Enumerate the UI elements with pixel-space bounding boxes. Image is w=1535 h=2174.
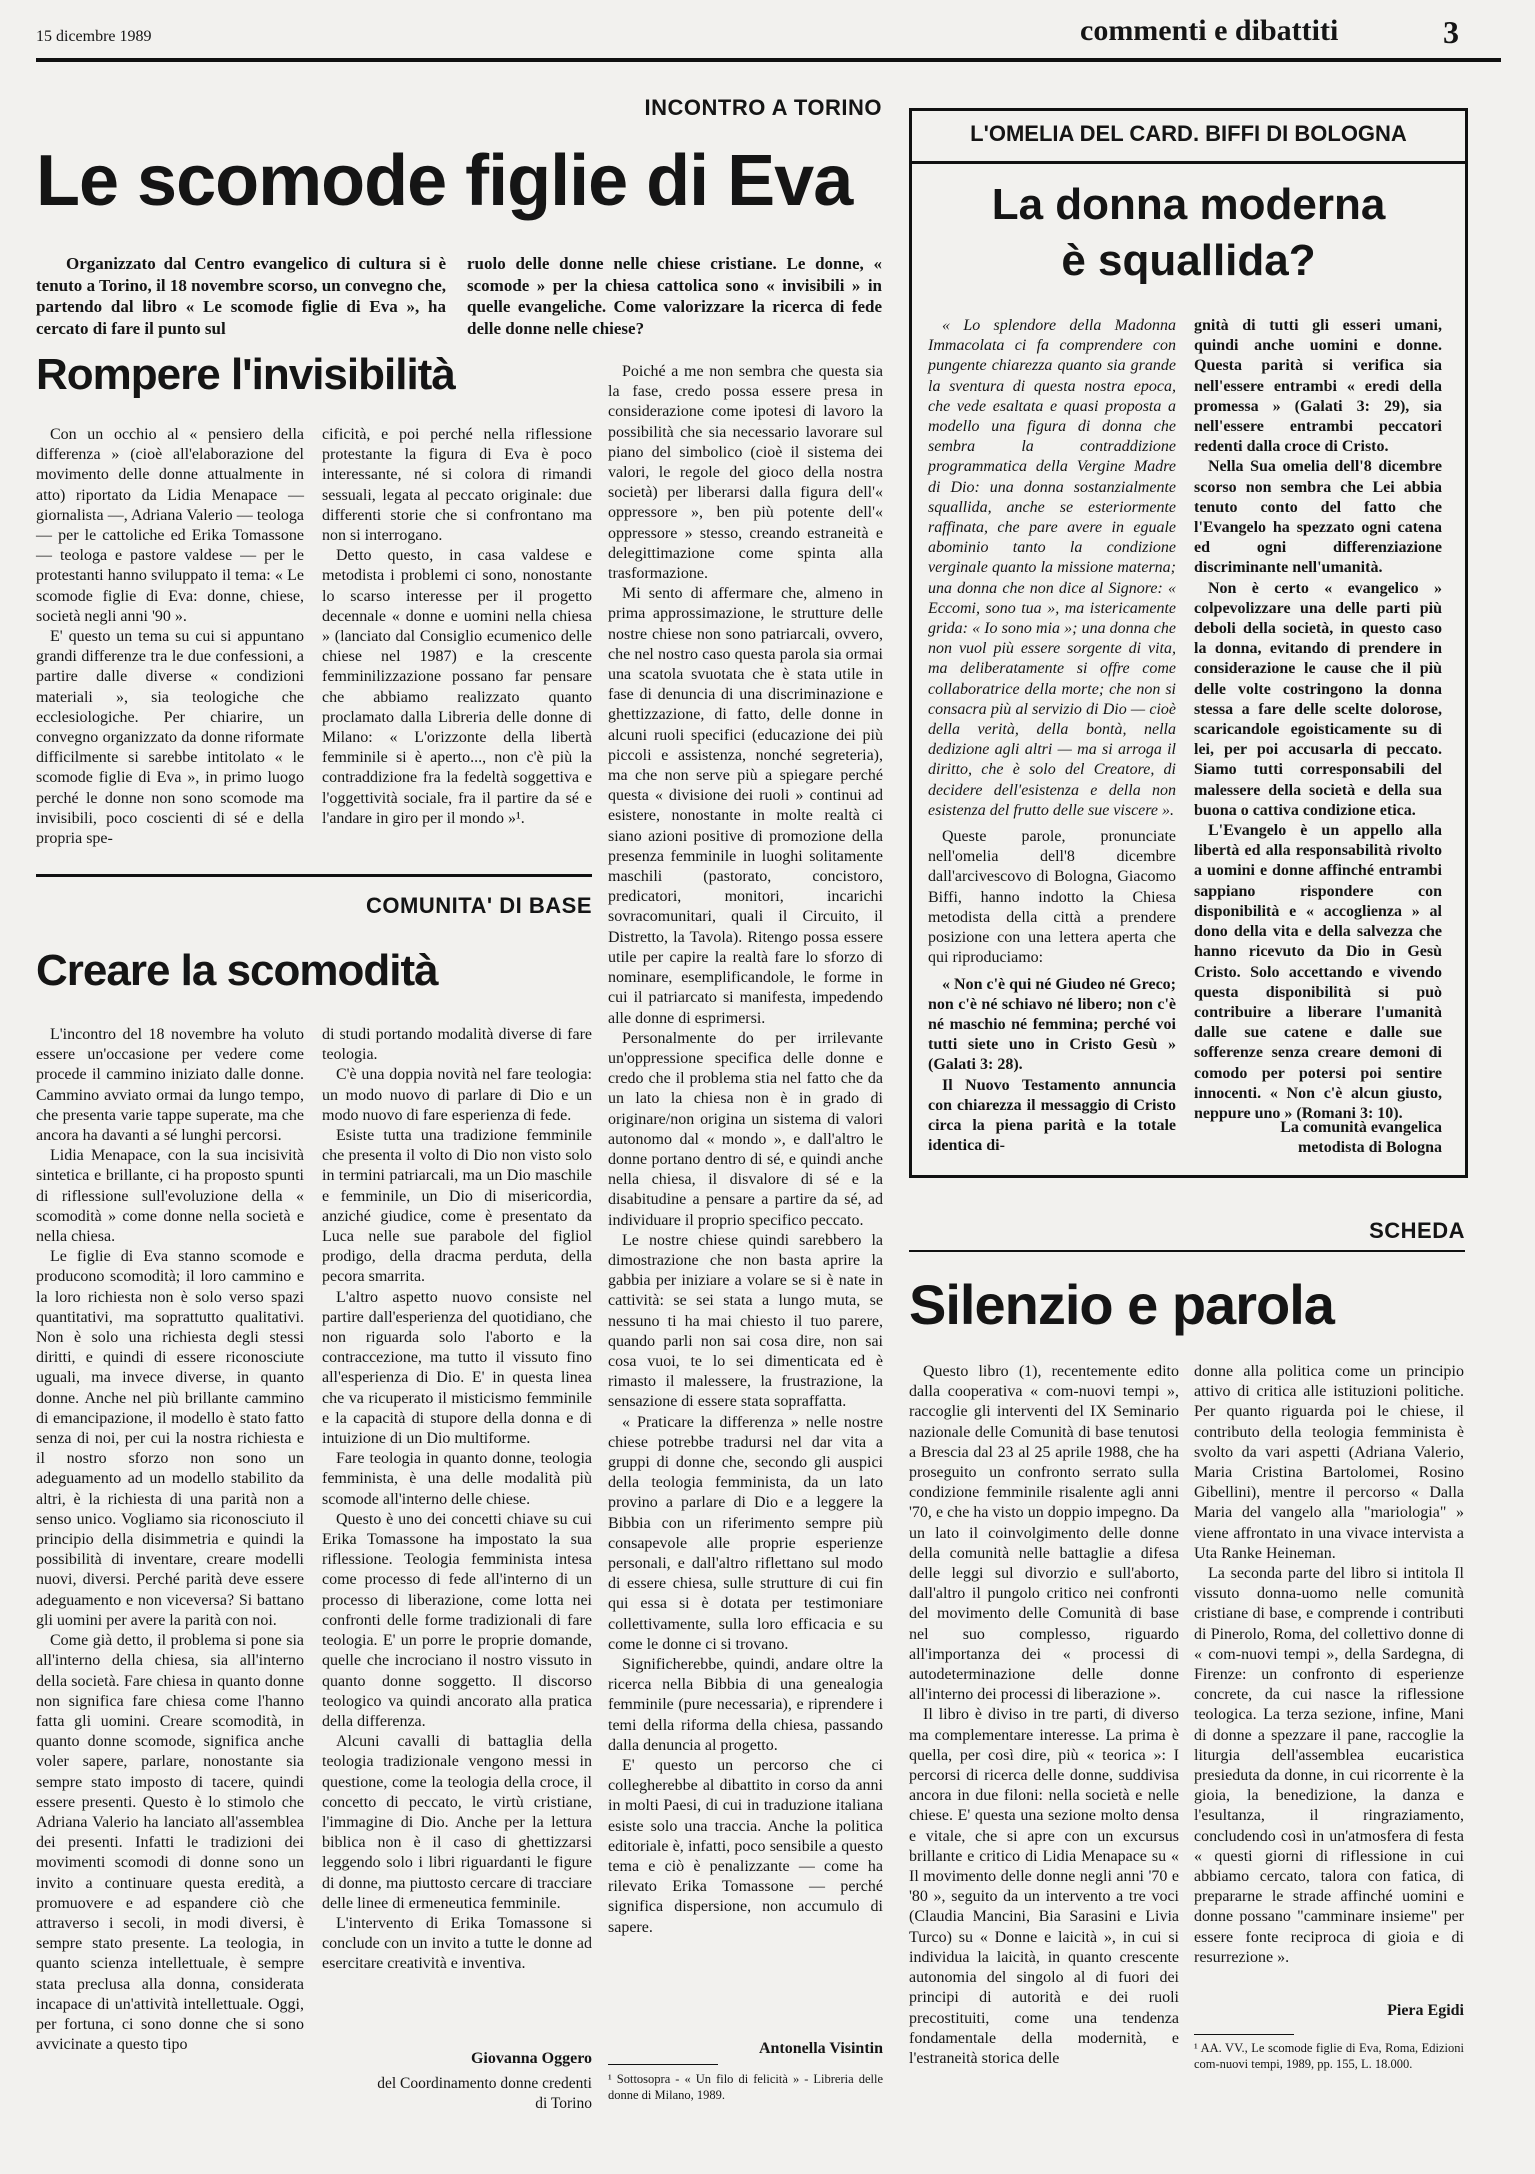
omelia-col1	[928, 316, 1176, 1156]
article1-col1	[36, 425, 304, 847]
article2-title: Creare la scomodità	[36, 946, 438, 995]
paragraph: Nella Sua omelia dell'8 dicembre scorso non sembra che Lei abbia tenuto conto del fatto che l'Evangelo ha spezzato ogni catena ed ogni differenziazione discriminante nell'umanità.	[1194, 458, 1442, 577]
scheda-col2	[1194, 1362, 1464, 1992]
paragraph: Fare teologia in quanto donne, teologia femminista, è una delle modalità più scomode all'interno delle chiese.	[322, 1450, 592, 1508]
scheda-kicker: SCHEDA	[1369, 1218, 1465, 1243]
header-rule	[36, 58, 1501, 62]
article2-col1	[36, 1025, 304, 2145]
article1-footnote: ¹ Sottosopra - « Un filo di felicità » - Libreria delle donne di Milano, 1989.	[608, 2072, 883, 2102]
article2-col2	[322, 1025, 592, 2025]
paragraph: Non è certo « evangelico » colpevolizzare una delle parti più deboli della società, in questo caso la donna, evitando di prendere in considerazione le cause che il più delle volte costringono la donna stessa a fare delle scelte dolorose, scaricandole egoisticamente su di lei, per poi accusarla di peccato. Siamo tutti corresponsabili del malessere della società e della sua buona o cattiva condizione etica.	[1194, 579, 1442, 819]
scheda-title: Silenzio e parola	[909, 1273, 1334, 1336]
paragraph: « Praticare la differenza » nelle nostre chiese potrebbe tradursi nel dar vita a gruppi di donne che, secondo gli auspici della teologia femminista, da un lato provino a parlare di Dio e a leggere la Bibbia con un riferimento sempre più consapevole alle proprie esperienze personali, e dall'altro riflettano sul modo di essere chiesa, sulle strutture di cui fin qui essa si è dotata per testimoniare collettivamente, sulla loro efficacia e su come le donne ci si trovano.	[608, 1413, 883, 1653]
paragraph: Le nostre chiese quindi sarebbero la dimostrazione che non basta aprire la gabbia per iniziare a volare se si è nate in cattività: se sei stata a lungo muta, se nessuno ti ha mai chiesto il tuo parere, quando parli non sai cosa dire, non sai cosa vuoi, te lo sei dimenticata ed è rimasto il malessere, la frustrazione, la sensazione di essere stata sopraffatta.	[608, 1231, 883, 1411]
paragraph: Alcuni cavalli di battaglia della teologia tradizionale vengono messi in questione, come la teologia della croce, il concetto di peccato, le virtù cristiane, l'immagine di Dio. Anche per la lettura biblica non è il caso di ghettizzarsi leggendo solo i libri riguardanti le figure di donne, ma piuttosto cercare di tracciare delle linee di ermeneutica femminile.	[322, 1733, 592, 1912]
paragraph: Questo libro (1), recentemente edito dalla cooperativa « com-nuovi tempi », raccoglie gli interventi del IX Seminario nazionale delle Comunità di base tenutosi a Brescia dal 23 al 25 aprile 1988, che ha proseguito un confronto serrato sulla condizione femminile risalente agli anni '70, e che ha visto un doppio impegno. Da un lato il coinvolgimento delle donne della comunità nelle battaglie a difesa delle leggi sul divorzio e sull'aborto, dall'altro il pungolo critico nei confronti del movimento delle Comunità di base nel suo complesso, riguardo all'importanza dei « processi di autodeterminazione delle donne all'interno dei processi di liberazione ».	[909, 1363, 1179, 1704]
main-intro-left: Organizzato dal Centro evangelico di cultura si è tenuto a Torino, il 18 novembre scorso, un convegno che, partendo dal libro « Le scomode figlie di Eva », ha cercato di fare il punto sul	[36, 254, 446, 338]
page-date: 15 dicembre 1989	[36, 28, 152, 45]
omelia-letter-paragraph: « Non c'è qui né Giudeo né Greco; non c'è né schiavo né libero; non c'è né maschio né femmina; perché voi tutti siete uno in Cristo Gesù » (Galati 3: 28).	[928, 975, 1176, 1074]
scheda-signature: Piera Egidi	[1387, 2002, 1464, 2019]
footnote-rule	[608, 2064, 718, 2065]
article2-kicker: COMUNITA' DI BASE	[366, 893, 592, 918]
article2-top-rule	[36, 874, 592, 877]
omelia-quote: « Lo splendore della Madonna Immacolata ci fa comprendere con pungente chiarezza quanto sia grande la sventura di questa nostra epoca, che vede esaltata e quasi proposta a modello una figura di donna che sembra la contraddizione programmatica della Vergine Madre di Dio: una donna sostanzialmente squallida, anche se esteriormente raffinata, che pare avere in eguale abominio tanto la condizione verginale quanto la missione materna; una donna che non dice al Signore: « Eccomi, sono tua », ma istericamente grida: « Io sono mia »; una donna che non vuol più essere sorgente di vita, ma deliberatamente si offre come collaboratrice della morte; che non si consacra più al servizio di Dio — cioè della verità, della bontà, nella dedizione agli altri — ma si arroga il diritto, che è solo del Creatore, di decidere dell'esistenza e della non esistenza del frutto delle sue viscere ».	[928, 317, 1176, 819]
omelia-title-line2: è squallida?	[1061, 236, 1316, 285]
omelia-intro-text: Queste parole, pronunciate nell'omelia dell'8 dicembre dall'arcivescovo di Bologna, Giacomo Biffi, hanno indotto la Chiesa metodista della città a prendere posizione con una lettera aperta che qui riproduciamo:	[928, 828, 1176, 967]
section-title: commenti e dibattiti	[1080, 14, 1339, 47]
paragraph: Il libro è diviso in tre parti, di diverso ma complementare interesse. La prima è quella, per così dire, più « teorica »: I percorsi di ricerca delle donne, suddivisa ancora in due filoni: nella società e nelle chiese. E' questa una sezione molto densa e vitale, che si apre con un excursus brillante e critico di Lidia Menapace su « Il movimento delle donne negli anni '70 e '80 », seguito da un intervento a tre voci (Claudia Mancini, Bia Sarasini e Livia Turco) su « Donne e laicità », in cui si individua la laicità, in quanto crescente autonomia del singolo al di fuori dei principi di autorità e dei ruoli precostituiti, come una tendenza fondamentale della modernità, e l'estraneità storica delle	[909, 1706, 1179, 2067]
paragraph: Lidia Menapace, con la sua incisività sintetica e brillante, ci ha proposto spunti di riflessione sull'evoluzione della « scomodità » come donne nella società e nella chiesa.	[36, 1147, 304, 1246]
paragraph: Le figlie di Eva stanno scomode e producono scomodità; il loro cammino e la loro richiesta non è solo verso spazi quantitativi, ma soprattutto qualitativi. Non è solo una richiesta degli stessi diritti, e quindi di essere riconosciute uguali, ma invece diverse, in quanto donne. Anche nel più brillante cammino di emancipazione, il modello è stato fatto senza di noi, per cui la nostra richiesta e il nostro sforzo non sono un adeguamento ad un modello stabilito da altri, è la richiesta di una parità non a senso unico. Vogliamo sia riconosciuto il principio della disimmetria e quindi la possibilità di inventare, creare modelli nuovi, diversi. Perché parità deve essere adeguamento e non viceversa? Si battano gli uomini per avere la parità con noi.	[36, 1248, 304, 1629]
paragraph: E' questo un tema su cui si appuntano grandi differenze tra le due confessioni, a partire dalle diverse « condizioni materiali », sia teologiche che ecclesiologiche. Per chiarire, un convegno organizzato da donne riformate difficilmente si sarebbe intitolato « le scomode figlie di Eva », in primo luogo perché le donne non sono scomode ma invisibili, poco coscienti di sé e della propria spe-	[36, 628, 304, 848]
paragraph: Mi sento di affermare che, almeno in prima approssimazione, le strutture delle nostre chiese non sono patriarcali, ovvero, che nel nostro caso questa parola sia ormai una scatola svuotata che è stata utile in fase di denuncia di una discriminazione e ghettizzazione, di fatto, delle donne in alcuni ruoli specifici (educazione dei più piccoli e assistenza, nonché segreteria), ma che non serve più a spiegare perché questa « divisione dei ruoli » continui ad esistere, nonostante in molte realtà ci siano azioni positive di promozione della presenza femminile in luoghi solitamente maschili (pastorato, concistoro, predicatori, monitori, incarichi sovracomunitari, quali il Circuito, il Distretto, la Tavola). Ritengo possa essere utile per capire la realtà fare lo sforzo di nominare, esemplificandole, le forme in cui il patriarcato si manifesta, impedendo alle donne di esprimersi.	[608, 585, 883, 1027]
article1-title: Rompere l'invisibilità	[36, 350, 455, 399]
scheda-col1	[909, 1362, 1179, 2150]
main-intro-right: ruolo delle donne nelle chiese cristiane. Le donne, « scomode » per la chiesa cattolica sono « invisibili » in quelle evangeliche. Come valorizzare la ricerca di fede delle donne nelle chiese?	[467, 254, 882, 338]
paragraph: Personalmente do per irrilevante un'oppressione specifica delle donne e credo che il problema stia nel fatto che da un lato la chiesa non è in grado di originare/non origina un sistema di valori autonomo dal « mondo », e dall'altro le donne portano dentro di sé, e quindi anche nella chiesa, il disvalore di sé e la disabitudine a pensare a partire da sé, ad individuare il proprio specifico peccato.	[608, 1029, 883, 1229]
paragraph: L'intervento di Erika Tomassone si conclude con un invito a tutte le donne ad esercitare creatività e inventiva.	[322, 1914, 592, 1973]
omelia-letter-paragraph: Il Nuovo Testamento annuncia con chiarezza il messaggio di Cristo circa la piena parità e la totale identica di-	[928, 1076, 1176, 1155]
omelia-col2	[1194, 316, 1442, 1122]
page-number: 3	[1443, 14, 1459, 50]
article1-col3	[608, 362, 883, 2002]
omelia-kicker: L'OMELIA DEL CARD. BIFFI DI BOLOGNA	[970, 121, 1407, 146]
paragraph: La seconda parte del libro si intitola Il vissuto donna-uomo nelle comunità cristiane di base, e comprende i contributi di Pinerolo, Roma, del collettivo donne di « com-nuovi tempi », della Sardegna, di Firenze: un confronto di esperienze concrete, da cui nasce la riflessione teologica. La terza sezione, infine, Mani di donne a spezzare il pane, raccoglie la liturgia dell'assemblea eucaristica presieduta da donne, in cui ricorrente è la gioia, la benedizione, la danza e l'esultanza, il ringraziamento, concludendo così in un'atmosfera di festa « questi giorni di riflessione in cui abbiamo cercato, talora con fatica, di prepararne le strade affinché uomini e donne possano "camminare insieme" per essere fonte reciproca di gioia e di resurrezione ».	[1194, 1565, 1464, 1966]
paragraph: Esiste tutta una tradizione femminile che presenta il volto di Dio non visto solo in termini patriarcali, ma un Dio maschile e femminile, un Dio di misericordia, anziché giudice, come è presentato da Luca nelle sue parabole del figliol prodigo, della dracma perduta, della pecora smarrita.	[322, 1127, 592, 1286]
paragraph: Come già detto, il problema si pone sia all'interno della chiesa, sia all'interno della società. Fare chiesa in quanto donne non significa fare chiesa come l'hanno fatta gli uomini. Creare scomodità, in quanto donne scomode, significa anche voler sapere, parlare, nonostante sia sempre stato imposto di tacere, quindi essere presenti. Questo è lo stimolo che Adriana Valerio ha lanciato all'assemblea dei presenti. Infatti le tradizioni dei movimenti scomodi di donne sono un invito a continuare questa eredità, a promuovere e ad espandere ciò che attraverso i secoli, in modi diversi, è sempre stato presente. La teologia, in quanto scienza intellettuale, è sempre stata preclusa alla donna, considerata incapace di un'attività intellettuale. Oggi, per fortuna, ci sono donne che si sono avvicinate a questo tipo	[36, 1632, 304, 2054]
paragraph: di studi portando modalità diverse di fare teologia.	[322, 1026, 592, 1064]
omelia-title-line1: La donna moderna	[991, 180, 1386, 229]
article2-signature-role: del Coordinamento donne credenti di Torino	[377, 2075, 592, 2112]
scheda-footnote-rule	[1194, 2034, 1294, 2035]
paragraph: L'incontro del 18 novembre ha voluto essere un'occasione per vedere come procede il cammino iniziato dalle donne. Cammino avviato ormai da lungo tempo, che presenta varie tappe superate, ma che ancora ha davanti a sé lunghi percorsi.	[36, 1026, 304, 1145]
paragraph: gnità di tutti gli esseri umani, quindi anche uomini e donne. Questa parità si verifica sia nell'essere entrambi « eredi della promessa » (Galati 3: 29), sia nell'essere entrambi peccatori redenti dalla croce di Cristo.	[1194, 317, 1442, 456]
paragraph: Significherebbe, quindi, andare oltre la ricerca nella Bibbia di una genealogia femminile (pure necessaria), e riprendere i temi della riforma della chiesa, passando dalla denuncia al progetto.	[608, 1656, 883, 1754]
paragraph: L'altro aspetto nuovo consiste nel partire dall'esperienza del quotidiano, che non riguarda solo l'aborto e la contraccezione, ma tutto il vissuto fino all'esperienza di Dio. E' in questa linea che va ricuperato il misticismo femminile e la capacità di stupore della donna e di intuizione di un Dio multiforme.	[322, 1288, 592, 1448]
paragraph: L'Evangelo è un appello alla libertà ed alla responsabilità rivolto a uomini e donne affinché entrambi sappiano rispondere con disponibilità e « accoglienza » al dono della vita e della salvezza che hanno ricevuto da Dio in Gesù Cristo. Solo accettando e vivendo questa disponibilità si può contribuire a liberare l'umanità dalle sue catene e dalle sue sofferenze senza creare demoni di comodo per potersi poi sentire innocenti. « Non c'è alcun giusto, neppure uno » (Romani 3: 10).	[1194, 822, 1442, 1122]
omelia-signature: La comunità evangelica metodista di Bologna	[1280, 1119, 1442, 1156]
paragraph: Con un occhio al « pensiero della differenza » (cioè all'elaborazione del movimento delle donne attualmente in atto) riportato da Lidia Menapace — giornalista —, Adriana Valerio — teologa — per le cattoliche ed Erika Tomassone — teologa e pastore valdese — per le protestanti hanno sviluppato il tema: « Le scomode figlie di Eva: donne, chiese, società negli anni '90 ».	[36, 426, 304, 625]
main-title: Le scomode figlie di Eva	[36, 141, 853, 221]
paragraph: cificità, e poi perché nella riflessione protestante la figura di Eva è poco interessante, né si colora di rimandi sessuali, legata al peccato originale: due differenti storie che si confrontano ma non si interrogano.	[322, 426, 592, 545]
scheda-footnote: ¹ AA. VV., Le scomode figlie di Eva, Roma, Edizioni com-nuovi tempi, 1989, pp. 155, L. 18.000.	[1194, 2041, 1464, 2071]
article2-signature-name: Giovanna Oggero	[470, 2050, 592, 2067]
article1-signature: Antonella Visintin	[758, 2040, 883, 2057]
paragraph: Detto questo, in casa valdese e metodista i problemi ci sono, nonostante lo scarso interesse per il progetto decennale « donne e uomini nella chiesa » (lanciato dal Consiglio ecumenico delle chiese nel 1987) e la crescente femminilizzazione possano far pensare che abbiamo realizzato quanto proclamato dalla Libreria delle donne di Milano: « L'orizzonte della libertà femminile si è aperto..., non c'è più la contraddizione fra la fedeltà soggettiva e l'oggettività sociale, fra il partire da sé e l'andare in giro per il mondo »¹.	[322, 547, 592, 827]
paragraph: donne alla politica come un principio attivo di critica alle istituzioni politiche. Per quanto riguarda poi le chiese, il contributo della teologia femminista è svolto da vari aspetti (Adriana Valerio, Maria Cristina Bartolomei, Rosino Gibellini), mentre il percorso « Dalla Maria del vangelo alla "mariologia" » viene affrontato in una vivace intervista a Uta Ranke Heineman.	[1194, 1363, 1464, 1562]
paragraph: Poiché a me non sembra che questa sia la fase, credo possa essere presa in considerazione come ipotesi di lavoro la possibilità che sia necessario lavorare sul piano del simbolico (cioè il sistema dei valori, le regole del gioco della nostra società) per liberarsi dalla figura dell'« oppressore », ben più potente dell'« oppressore » stesso, creando estraneità e delegittimazione come spinta alla trasformazione.	[608, 363, 883, 583]
paragraph: C'è una doppia novità nel fare teologia: un modo nuovo di parlare di Dio e un modo nuovo di fare esperienza di fede.	[322, 1066, 592, 1124]
main-kicker: INCONTRO A TORINO	[644, 95, 882, 120]
paragraph: E' questo un percorso che ci collegherebbe al dibattito in corso da anni in molti Paesi, di cui in traduzione italiana esiste solo una traccia. Anche la politica editoriale è, infatti, poco sensibile a questo tema e ciò è penalizzante — come ha rilevato Erika Tomassone — perché significa dispersione, non accumulo di sapere.	[608, 1757, 883, 1936]
paragraph: Questo è uno dei concetti chiave su cui Erika Tomassone ha impostato la sua riflessione. Teologia femminista intesa come processo di fede all'interno di un processo di liberazione, come lotta nei confronti delle forme tradizionali di fare teologia. E' un porre le proprie domande, quelle che incrociano il nostro vissuto in quanto donne soggetto. Il discorso teologico va quindi ancorato alla pratica della differenza.	[322, 1510, 592, 1730]
article1-col2	[322, 425, 592, 847]
scheda-top-rule	[909, 1250, 1465, 1252]
